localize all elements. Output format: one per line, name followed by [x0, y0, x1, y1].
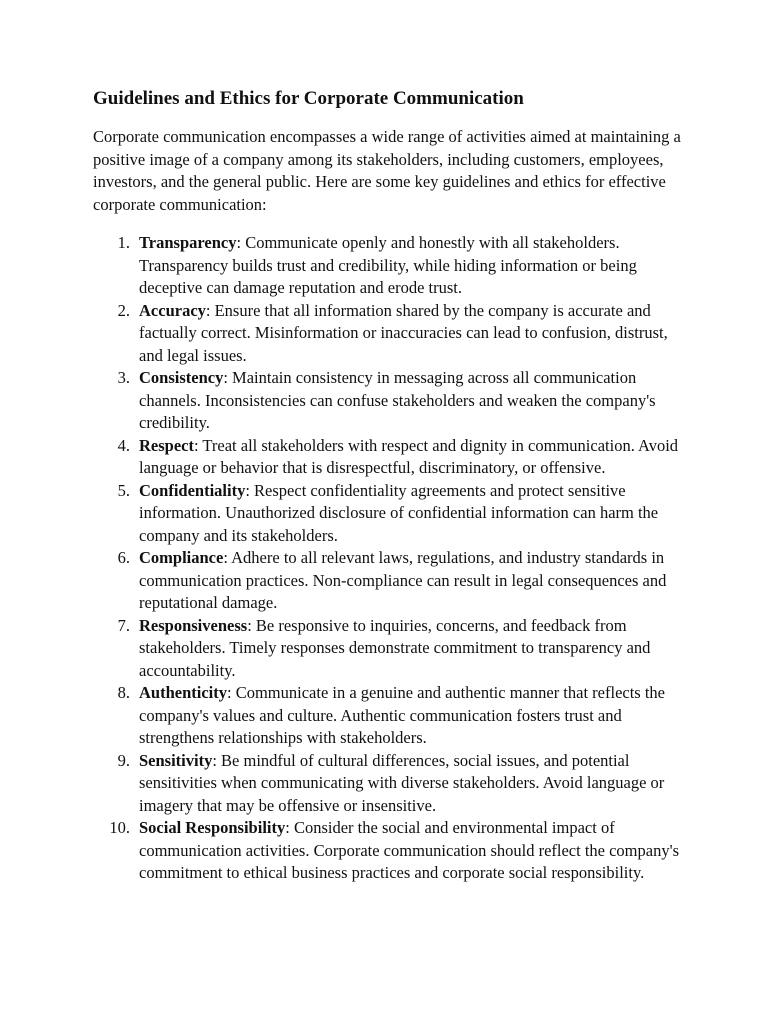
list-item [93, 547, 683, 615]
item-number: 4. [117, 435, 130, 455]
item-term: Social Responsibility [139, 818, 286, 837]
item-text: : Communicate openly and honestly with all stakeholders. Transparency builds trust and credibility, while hiding information or being deceptive can damage reputation and erode trust. [139, 233, 637, 297]
item-text: : Treat all stakeholders with respect and dignity in communication. Avoid language or behavior that is disrespectful, discriminatory, or offensive. [139, 435, 679, 477]
item-term: Responsiveness [139, 615, 248, 635]
item-term: Compliance [139, 548, 224, 567]
list-item [93, 232, 683, 300]
item-number: 3. [117, 368, 130, 387]
item-number: 7. [117, 615, 130, 635]
item-term: Consistency [139, 368, 224, 387]
item-text: : Adhere to all relevant laws, regulations, and industry standards in communication practices. Non-compliance can result in legal consequences and reputational damage. [139, 548, 667, 612]
item-term: Accuracy [139, 300, 206, 320]
list-item [93, 435, 683, 480]
item-number: 8. [117, 683, 130, 702]
item-number: 10. [109, 818, 130, 837]
item-term: Authenticity [139, 683, 227, 702]
item-text: : Maintain consistency in messaging across all communication channels. Inconsistencies can confuse stakeholders and weaken the company's credibility. [139, 368, 656, 432]
item-term: Transparency [139, 233, 237, 252]
list-item [93, 615, 683, 683]
item-number: 6. [117, 548, 130, 567]
list-item [93, 750, 683, 818]
document-title: Guidelines and Ethics for Corporate Communication [93, 88, 524, 109]
item-term: Respect [139, 435, 194, 455]
item-term: Confidentiality [139, 480, 246, 500]
list-item [93, 682, 683, 750]
item-number: 9. [117, 750, 130, 770]
item-text: : Respect confidentiality agreements and protect sensitive information. Unauthorized disclosure of confidential information can harm the company and its stakeholders. [139, 480, 659, 545]
item-number: 5. [117, 480, 130, 500]
item-number: 1. [117, 233, 130, 252]
item-number: 2. [117, 300, 130, 320]
item-text: : Be responsive to inquiries, concerns, and feedback from stakeholders. Timely responses demonstrate commitment to transparency and accountability. [139, 615, 651, 680]
guidelines-list [93, 232, 683, 885]
item-term: Sensitivity [139, 750, 213, 770]
intro-paragraph: Corporate communication encompasses a wide range of activities aimed at maintaining a positive image of a company among its stakeholders, including customers, employees, investors, and the general public. Here are some key guidelines and ethics for effective corporate communication: [93, 127, 681, 214]
list-item [93, 480, 683, 548]
item-text: : Communicate in a genuine and authentic manner that reflects the company's values and culture. Authentic communication fosters trust and strengthens relationships with stakeholders. [139, 683, 666, 747]
list-item [93, 300, 683, 368]
list-item [93, 817, 683, 885]
item-text: : Consider the social and environmental impact of communication activities. Corporate communication should reflect the company's commitment to ethical business practices and corporate social responsibility. [139, 818, 679, 882]
item-text: : Be mindful of cultural differences, social issues, and potential sensitivities when communicating with diverse stakeholders. Avoid language or imagery that may be offensive or insensitive. [139, 750, 665, 815]
list-item [93, 367, 683, 435]
item-text: : Ensure that all information shared by the company is accurate and factually correct. Misinformation or inaccuracies can lead to confusion, distrust, and legal issues. [139, 300, 668, 365]
document-page [93, 88, 683, 885]
